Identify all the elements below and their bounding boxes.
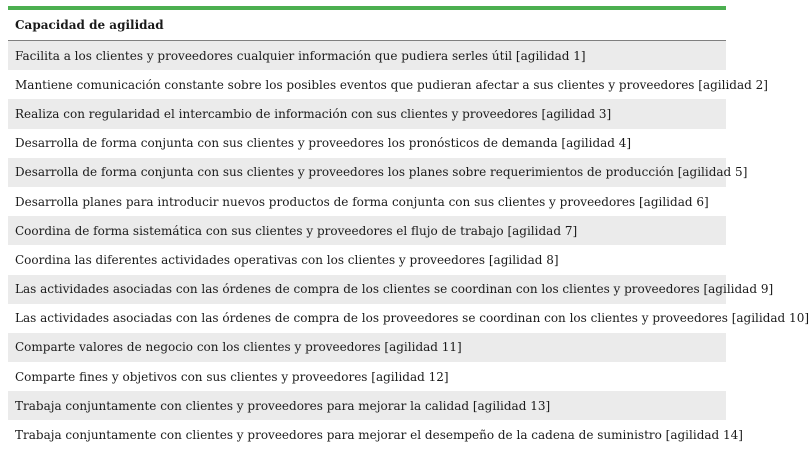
table-row: Trabaja conjuntamente con clientes y proveedores para mejorar el desempeño de la cadena de suministro [agilidad 14] <box>8 420 726 449</box>
table-row: Desarrolla de forma conjunta con sus clientes y proveedores los planes sobre requerimientos de producción [agilidad 5] <box>8 158 726 187</box>
table-header: Capacidad de agilidad <box>8 10 726 41</box>
table-row: Comparte valores de negocio con los clientes y proveedores [agilidad 11] <box>8 333 726 362</box>
table-row: Desarrolla de forma conjunta con sus clientes y proveedores los pronósticos de demanda [agilidad 4] <box>8 129 726 158</box>
table-row: Las actividades asociadas con las órdenes de compra de los proveedores se coordinan con los clientes y proveedores [agilidad 10] <box>8 304 726 333</box>
table-row: Realiza con regularidad el intercambio de información con sus clientes y proveedores [agilidad 3] <box>8 99 726 128</box>
table-row: Facilita a los clientes y proveedores cualquier información que pudiera serles útil [agilidad 1] <box>8 41 726 70</box>
table-row: Mantiene comunicación constante sobre los posibles eventos que pudieran afectar a sus clientes y proveedores [agilidad 2] <box>8 70 726 99</box>
table-row: Las actividades asociadas con las órdenes de compra de los clientes se coordinan con los clientes y proveedores [agilidad 9] <box>8 275 726 304</box>
agility-table <box>8 6 809 450</box>
table-row: Comparte fines y objetivos con sus clientes y proveedores [agilidad 12] <box>8 362 726 391</box>
table-row: Desarrolla planes para introducir nuevos productos de forma conjunta con sus clientes y proveedores [agilidad 6] <box>8 187 726 216</box>
table-row: Coordina de forma sistemática con sus clientes y proveedores el flujo de trabajo [agilidad 7] <box>8 216 726 245</box>
table-row: Trabaja conjuntamente con clientes y proveedores para mejorar la calidad [agilidad 13] <box>8 391 726 420</box>
table-row: Coordina las diferentes actividades operativas con los clientes y proveedores [agilidad 8] <box>8 245 726 274</box>
